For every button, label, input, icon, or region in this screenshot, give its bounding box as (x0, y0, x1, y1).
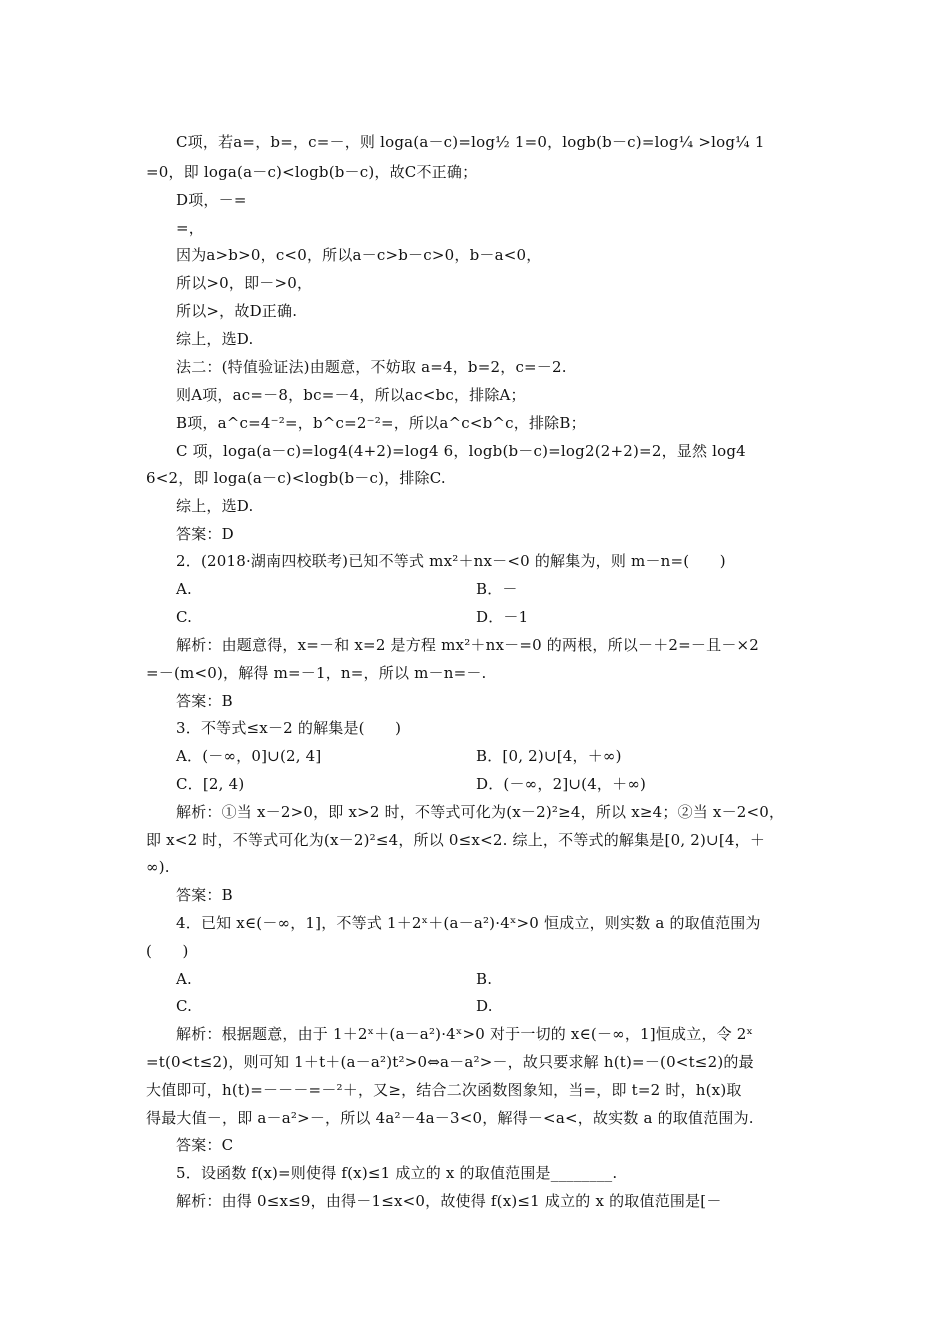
solution-line: 解析：①当 x－2>0，即 x>2 时，不等式可化为(x－2)²≥4，所以 x≥4；②当 x－2<0， (176, 803, 785, 821)
solution-line: 解析：根据题意，由于 1＋2ˣ＋(a－a²)·4ˣ>0 对于一切的 x∈(－∞，1]恒成立，令 2ˣ (176, 1025, 754, 1043)
option-d: D．(－∞，2]∪(4，＋∞) (476, 775, 647, 793)
option-a: A．(－∞，0]∪(2, 4] (176, 747, 322, 765)
option-b: B. (476, 970, 493, 988)
solution-line: =－(m<0)，解得 m=－1，n=，所以 m－n=－. (146, 664, 487, 682)
solution-line: 解析：由题意得，x=－和 x=2 是方程 mx²＋nx－=0 的两根，所以－＋2=－且－×2 (176, 636, 760, 654)
solution-line: ∞). (146, 858, 170, 876)
option-d: D. (476, 997, 493, 1015)
solution-line: D项，－= (176, 191, 247, 209)
option-a: A. (176, 970, 193, 988)
question-4-cont: ( ) (146, 942, 189, 960)
solution-line: 所以>0，即－>0， (176, 274, 313, 292)
option-a: A. (176, 580, 193, 598)
solution-line: 即 x<2 时，不等式可化为(x－2)²≤4，所以 0≤x<2. 综上，不等式的解集是[0, 2)∪[4，＋ (146, 831, 766, 849)
solution-line: 综上，选D. (176, 330, 254, 348)
solution-line: 因为a>b>0，c<0，所以a－c>b－c>0，b－a<0， (176, 246, 542, 264)
solution-line: B项，a^c=4⁻²=，b^c=2⁻²=，所以a^c<b^c，排除B； (176, 414, 586, 432)
solution-line: =， (176, 219, 204, 237)
solution-line: 综上，选D. (176, 497, 254, 515)
option-c: C. (176, 608, 193, 626)
option-b: B．－ (476, 580, 518, 598)
solution-line: 得最大值－，即 a－a²>－，所以 4a²－4a－3<0，解得－<a<，故实数 a 的取值范围为. (146, 1109, 754, 1127)
solution-line: 解析：由得 0≤x≤9，由得－1≤x<0，故使得 f(x)≤1 成立的 x 的取值范围是[－ (176, 1192, 722, 1210)
answer-line: 答案：D (176, 525, 234, 543)
option-d: D．－1 (476, 608, 529, 626)
answer-line: 答案：B (176, 886, 233, 904)
answer-line: 答案：B (176, 692, 233, 710)
solution-line: =0，即 loga(a－c)<logb(b－c)，故C不正确； (146, 163, 478, 181)
question-4: 4．已知 x∈(－∞，1]，不等式 1＋2ˣ＋(a－a²)·4ˣ>0 恒成立，则实数 a 的取值范围为 (176, 914, 761, 932)
question-5: 5．设函数 f(x)=则使得 f(x)≤1 成立的 x 的取值范围是________. (176, 1164, 618, 1182)
answer-line: 答案：C (176, 1136, 234, 1154)
solution-line: 大值即可，h(t)=－－－=－²＋，又≥，结合二次函数图象知，当=，即 t=2 时，h(x)取 (146, 1081, 742, 1099)
solution-line: 6<2，即 loga(a－c)<logb(b－c)，排除C. (146, 469, 446, 487)
option-b: B．[0, 2)∪[4，＋∞) (476, 747, 622, 765)
question-3: 3．不等式≤x－2 的解集是( ) (176, 719, 402, 737)
solution-line: 法二：(特值验证法)由题意，不妨取 a=4，b=2，c=－2. (176, 358, 567, 376)
solution-line: 则A项，ac=－8，bc=－4，所以ac<bc，排除A； (176, 386, 526, 404)
solution-line: =t(0<t≤2)，则可知 1＋t＋(a－a²)t²>0⇔a－a²>－，故只要求解 h(t)=－(0<t≤2)的最 (146, 1053, 754, 1071)
solution-line: C 项，loga(a－c)=log4(4+2)=log4 6，logb(b－c)=log2(2+2)=2，显然 log4 (176, 442, 746, 460)
option-c: C. (176, 997, 193, 1015)
solution-line: C项，若a=，b=，c=－，则 loga(a－c)=log½ 1=0，logb(b－c)=log¼ >log¼ 1 (176, 133, 765, 151)
question-2: 2．(2018·湖南四校联考)已知不等式 mx²＋nx－<0 的解集为，则 m－n=( ) (176, 552, 726, 570)
solution-line: 所以>，故D正确. (176, 302, 298, 320)
option-c: C．[2, 4) (176, 775, 245, 793)
